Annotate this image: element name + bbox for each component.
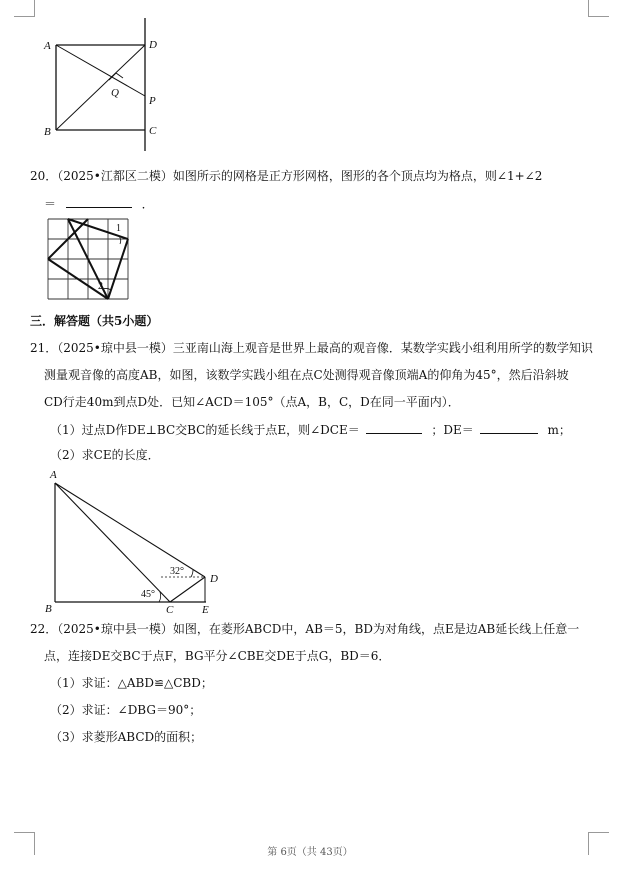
q21-part1-suffix: m； (547, 423, 571, 437)
q21-figure (40, 466, 240, 618)
label-Q: Q (111, 87, 119, 99)
q22-part1: （1）求证：△ABD≌△CBD； (50, 676, 213, 690)
q21-line2: 测量观音像的高度AB，如图，该数学实践小组在点C处测得观音像顶端A的仰角为45°，然后沿斜坡 (44, 368, 569, 382)
q21-angle-blank[interactable] (366, 421, 422, 434)
label-D: D (149, 39, 157, 51)
label-B: B (44, 126, 51, 138)
q21-angle-45: 45° (141, 589, 155, 600)
q21-label-A: A (50, 469, 57, 481)
q22-part3: （3）求菱形ABCD的面积； (50, 730, 203, 744)
q22-line1: 22．（2025•琼中县一模）如图，在菱形ABCD中，AB＝5，BD为对角线，点E是边AB延长线上任意一 (30, 622, 580, 636)
page-footer: 第 6页（共 43页） (267, 847, 353, 858)
q21-part2: （2）求CE的长度． (50, 448, 160, 462)
q21-line1: 21．（2025•琼中县一模）三亚南山海上观音是世界上最高的观音像．某数学实践小组利用所学的数学知识 (30, 341, 593, 355)
q21-label-E: E (202, 604, 209, 616)
crop-mark-top-right (588, 0, 609, 17)
q20-line1: 20．（2025•江都区二模）如图所示的网格是正方形网格，图形的各个顶点均为格点，则∠1+∠2 (30, 169, 543, 183)
q20-line2 (44, 195, 154, 212)
q22-part2: （2）求证：∠DBG＝90°； (50, 703, 202, 717)
square-figure (30, 18, 180, 158)
grid-angle-1: 1 (116, 223, 121, 234)
label-P: P (149, 95, 156, 107)
grid-figure (44, 215, 138, 305)
q21-part1 (50, 421, 571, 438)
q21-line3: CD行走40m到点D处．已知∠ACD＝105°（点A，B，C，D在同一平面内）． (44, 395, 460, 409)
label-A: A (44, 40, 51, 52)
q20-suffix: ． (141, 197, 154, 211)
label-C: C (149, 125, 157, 137)
q21-de-blank[interactable] (480, 421, 538, 434)
q21-label-C: C (166, 604, 174, 616)
q21-label-D: D (210, 573, 218, 585)
q21-label-B: B (45, 603, 52, 615)
q20-prefix: ＝ (44, 197, 57, 211)
q21-part1-prefix: （1）过点D作DE⊥BC交BC的延长线于点E，则∠DCE＝ (50, 423, 360, 437)
crop-mark-top-left (14, 0, 35, 17)
grid-angle-2: 2 (98, 281, 103, 292)
q21-angle-32: 32° (170, 566, 184, 577)
q20-answer-blank[interactable] (66, 195, 132, 208)
q22-line2: 点，连接DE交BC于点F，BG平分∠CBE交DE于点G，BD＝6． (44, 649, 391, 663)
q21-part1-mid: ；DE＝ (431, 423, 474, 437)
section-heading: 三．解答题（共5小题） (30, 314, 159, 328)
